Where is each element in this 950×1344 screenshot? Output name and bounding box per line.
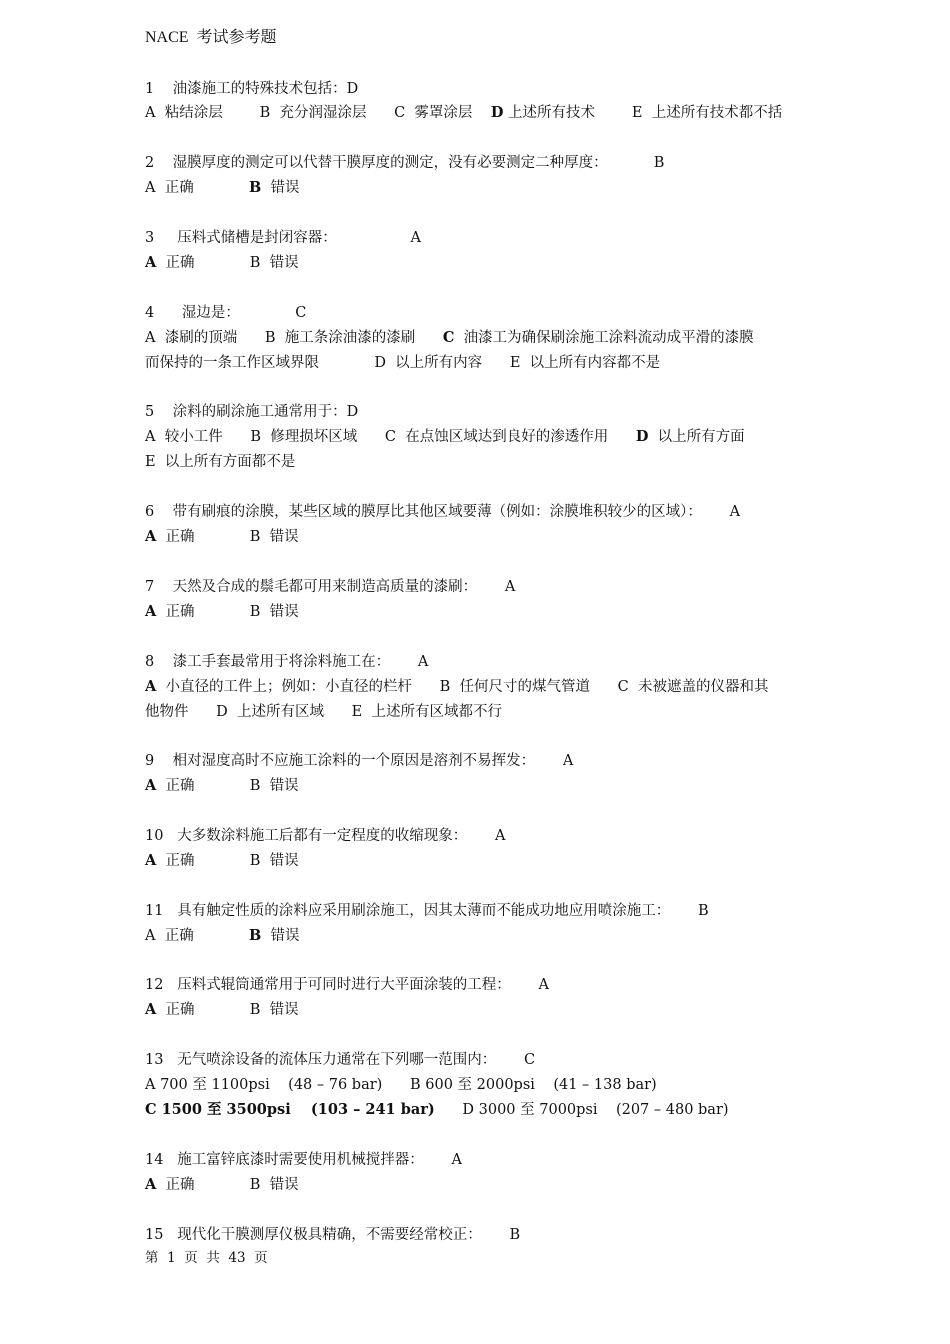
question-8-stem [145, 653, 428, 671]
question-10-options [145, 852, 299, 870]
question-9-options [145, 777, 299, 795]
option-marker: A [145, 678, 157, 695]
option: A 正确 [145, 180, 194, 196]
answer-key: A [494, 828, 506, 844]
option-marker: A [145, 528, 157, 545]
answer-key: A [410, 230, 422, 246]
option: A 漆刷的顶端 [145, 330, 238, 346]
option: A 较小工件 [145, 429, 223, 445]
option: E 上述所有区域都不行 [351, 704, 502, 720]
answer-key: B [509, 1227, 521, 1243]
option-marker: A [145, 852, 157, 869]
option: 错误 [261, 180, 300, 196]
option-marker: A [145, 254, 157, 271]
question-7-stem [145, 578, 515, 596]
option: 正确 [156, 529, 195, 545]
option-marker: A [145, 777, 157, 794]
question-13-stem [145, 1051, 535, 1069]
option: B 错误 [249, 1002, 299, 1018]
question-11-stem [145, 902, 709, 920]
option: A 700 至 1100psi (48 – 76 bar) [145, 1077, 383, 1093]
answer-key: A [729, 504, 741, 520]
option: 正确 [156, 853, 195, 869]
answer-key: B [697, 903, 709, 919]
question-3-options [145, 254, 299, 272]
stem-text: 8 漆工手套最常用于将涂料施工在： [145, 654, 391, 670]
stem-text: 9 相对湿度高时不应施工涂料的一个原因是溶剂不易挥发： [145, 753, 536, 769]
stem-text: 2 湿膜厚度的测定可以代替干膜厚度的测定，没有必要测定二种厚度： [145, 155, 608, 171]
option: B 600 至 2000psi (41 – 138 bar) [409, 1077, 657, 1093]
stem-text: 12 压料式辊筒通常用于可同时进行大平面涂装的工程： [145, 977, 511, 993]
question-6-options [145, 528, 299, 546]
question-5-options-2: E 以上所有方面都不是 [145, 454, 296, 470]
question-2-options [145, 179, 300, 197]
option: D 上述所有区域 [216, 704, 324, 720]
option: 正确 [156, 604, 195, 620]
page-title: NACE 考试参考题 [145, 29, 277, 46]
stem-text: 6 带有刷痕的涂膜，某些区域的膜厚比其他区域要薄（例如：涂膜堆积较少的区域）： [145, 504, 702, 520]
option: D 以上所有内容 [374, 355, 483, 371]
option-marker: B [249, 927, 262, 944]
option: B 充分润湿涂层 [259, 105, 367, 121]
answer-key: C [523, 1052, 536, 1068]
stem-text: 14 施工富锌底漆时需要使用机械搅拌器： [145, 1152, 424, 1168]
option: 以上所有方面 [648, 429, 745, 445]
question-11-options [145, 927, 300, 945]
option: B 任何尺寸的煤气管道 [439, 679, 591, 695]
page-footer: 第 1 页 共 43 页 [145, 1250, 268, 1266]
option: E 以上所有内容都不是 [509, 355, 661, 371]
stem-text: 13 无气喷涂设备的流体压力通常在下列哪一范围内： [145, 1052, 497, 1068]
stem-text: 11 具有触定性质的涂料应采用刷涂施工，因其太薄而不能成功地应用喷涂施工： [145, 903, 671, 919]
question-2-stem [145, 154, 664, 172]
option: 油漆工为确保刷涂施工涂料流动成平滑的漆膜 [454, 330, 754, 346]
option-marker: B [249, 179, 262, 196]
answer-key: C [295, 305, 307, 321]
option-marker: A [145, 1001, 157, 1018]
option: C 未被遮盖的仪器和其 [617, 679, 769, 695]
option-marker: D [635, 428, 649, 445]
option-correct: C 1500 至 3500psi (103 – 241 bar) [145, 1101, 435, 1118]
answer-key: B [653, 155, 665, 171]
option: A 正确 [145, 928, 194, 944]
stem-text: 10 大多数涂料施工后都有一定程度的收缩现象： [145, 828, 468, 844]
question-4-options-1 [145, 329, 754, 347]
option: B 错误 [249, 1177, 299, 1193]
option: B 错误 [249, 529, 299, 545]
stem-text: 15 现代化干膜测厚仪极具精确，不需要经常校正： [145, 1227, 482, 1243]
question-12-stem [145, 976, 549, 994]
option: 正确 [156, 255, 195, 271]
question-7-options [145, 603, 299, 621]
option: 小直径的工件上；例如：小直径的栏杆 [156, 679, 412, 695]
stem-text: 4 湿边是： [145, 305, 240, 321]
question-5-stem: 5 涂料的刷涂施工通常用于：D [145, 404, 359, 420]
question-12-options [145, 1001, 299, 1019]
question-5-options-1 [145, 428, 745, 446]
answer-key: A [538, 977, 549, 993]
option: C 在点蚀区域达到良好的渗透作用 [384, 429, 609, 445]
option: D 3000 至 7000psi (207 – 480 bar) [462, 1102, 729, 1118]
option: 他物件 [145, 704, 189, 720]
option: A 粘结涂层 [145, 105, 223, 121]
option: 上述所有技术 [503, 105, 596, 121]
question-15-stem [145, 1226, 520, 1244]
option: B 施工条涂油漆的漆刷 [264, 330, 416, 346]
option: B 错误 [249, 853, 299, 869]
question-13-options-2 [145, 1101, 729, 1119]
question-4-stem [145, 304, 306, 322]
answer-key: A [417, 654, 429, 670]
question-13-options-1 [145, 1076, 657, 1094]
question-14-options [145, 1176, 299, 1194]
option-marker: C [442, 329, 455, 346]
option-marker: A [145, 603, 157, 620]
question-9-stem [145, 752, 573, 770]
answer-key: A [451, 1152, 462, 1168]
option: 而保持的一条工作区域界限 [145, 355, 319, 371]
question-6-stem [145, 503, 740, 521]
option: 正确 [156, 1002, 195, 1018]
answer-key: A [504, 579, 516, 595]
question-10-stem [145, 827, 505, 845]
option-marker: A [145, 1176, 157, 1193]
option: C 雾罩涂层 [394, 105, 473, 121]
answer-key: A [562, 753, 574, 769]
stem-text: 7 天然及合成的鬃毛都可用来制造高质量的漆刷： [145, 579, 478, 595]
question-8-options-1 [145, 678, 768, 696]
option: B 错误 [249, 255, 299, 271]
option-marker: D [490, 104, 504, 121]
option: E 上述所有技术都不括 [631, 105, 783, 121]
option: 正确 [156, 778, 195, 794]
question-4-options-2 [145, 354, 660, 372]
option: 错误 [261, 928, 300, 944]
option: 正确 [156, 1177, 195, 1193]
question-3-stem [145, 229, 421, 247]
question-8-options-2 [145, 703, 502, 721]
question-1-stem: 1 油漆施工的特殊技术包括：D [145, 81, 359, 97]
option: B 错误 [249, 604, 299, 620]
question-1-options [145, 104, 782, 122]
option: B 错误 [249, 778, 299, 794]
stem-text: 3 压料式储槽是封闭容器： [145, 230, 337, 246]
question-14-stem [145, 1151, 462, 1169]
option: B 修理损坏区域 [250, 429, 358, 445]
